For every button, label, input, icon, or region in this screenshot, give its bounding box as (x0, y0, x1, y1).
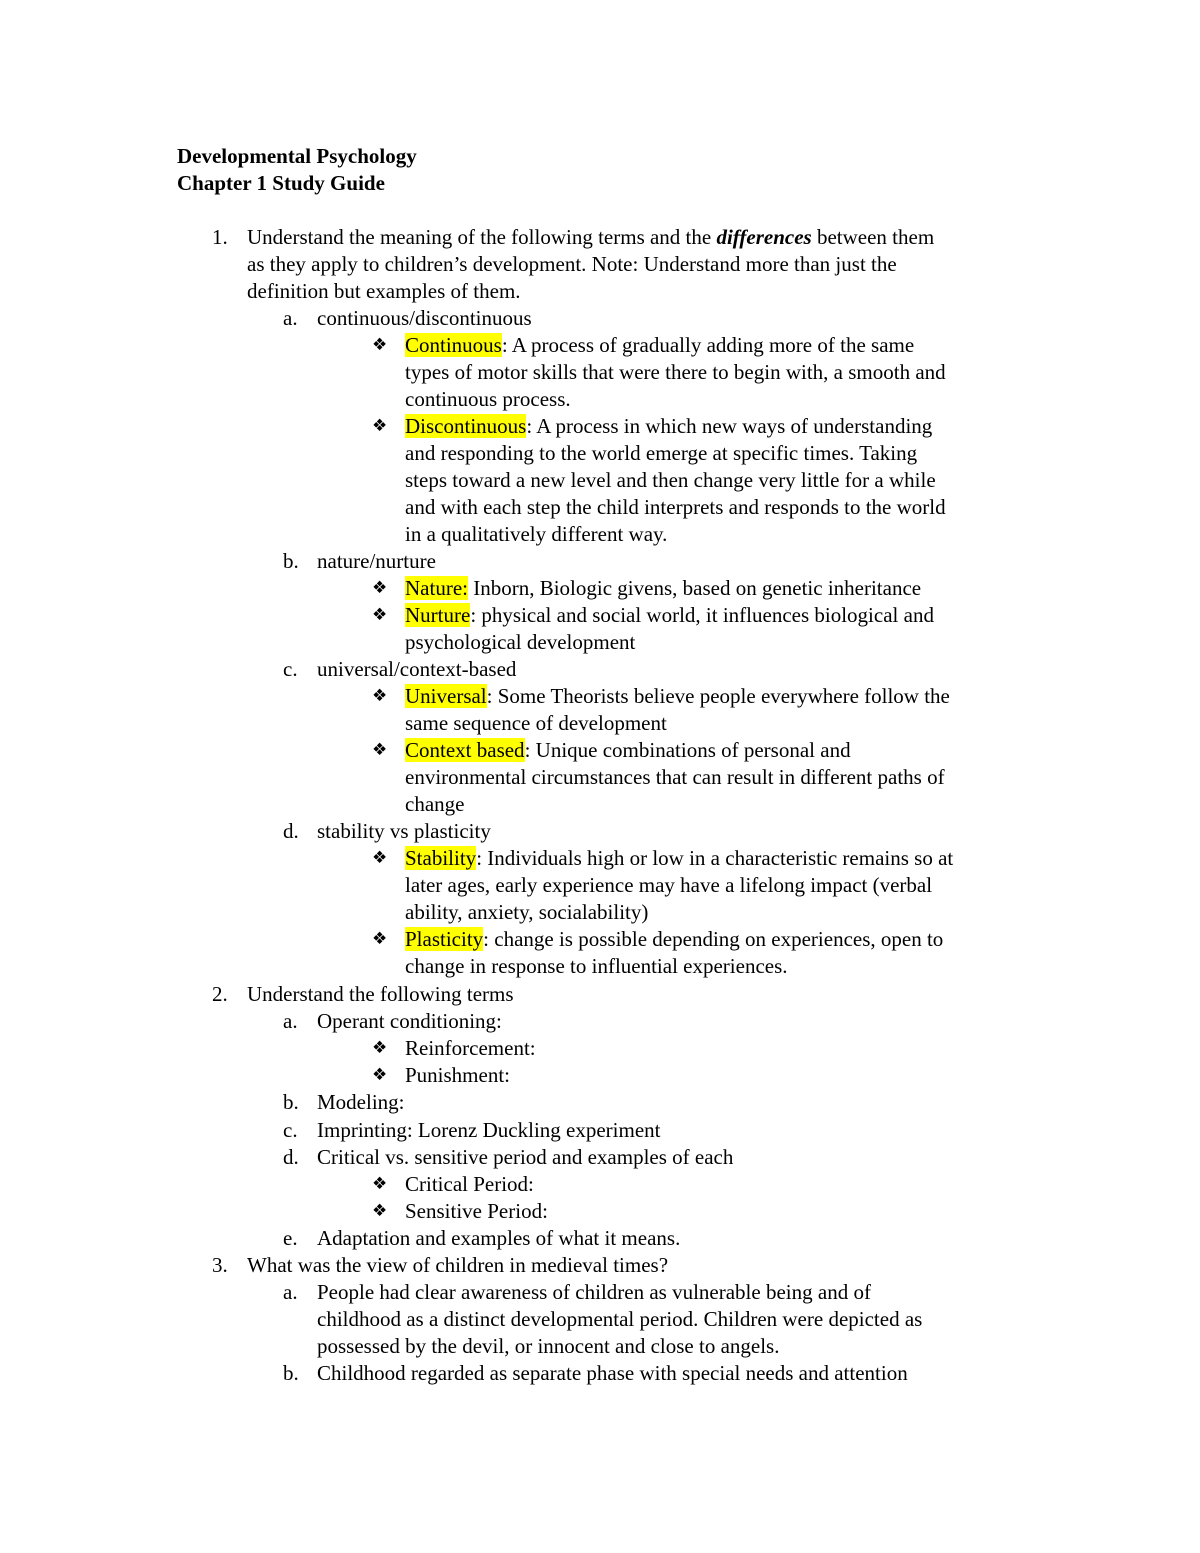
q2a-label: Operant conditioning: (317, 1009, 502, 1033)
q2b-label: Modeling: (317, 1090, 405, 1114)
q1d-letter: d. (283, 819, 299, 843)
highlighted-term: Stability (405, 846, 477, 870)
q1-number: 1. (212, 225, 228, 249)
q1d-label: stability vs plasticity (317, 819, 491, 843)
diamond-bullet-icon: ❖ (372, 1038, 388, 1058)
q2e-letter: e. (283, 1226, 298, 1250)
highlighted-term: Nurture (405, 603, 471, 627)
q1c-letter: c. (283, 657, 298, 681)
definition-text: change in response to influential experiences. (405, 954, 788, 978)
definition-text: ability, anxiety, socialability) (405, 900, 649, 924)
q3a-text-2: childhood as a distinct developmental period. Children were depicted as (317, 1307, 923, 1331)
q2-number: 2. (212, 982, 228, 1006)
q2d-letter: d. (283, 1145, 299, 1169)
q1c-label: universal/context-based (317, 657, 517, 681)
q3b-text: Childhood regarded as separate phase with special needs and attention (317, 1361, 908, 1385)
definition-text: same sequence of development (405, 711, 667, 735)
definition-text: change (405, 792, 465, 816)
diamond-bullet-icon: ❖ (372, 605, 388, 625)
q3-number: 3. (212, 1253, 228, 1277)
definition-text: later ages, early experience may have a lifelong impact (verbal (405, 873, 933, 897)
definition-text: : Individuals high or low in a characteristic remains so at (476, 846, 954, 870)
q1-emphasis: differences (716, 225, 812, 249)
definition-text: continuous process. (405, 387, 571, 411)
highlighted-term: Universal (405, 684, 487, 708)
diamond-bullet-icon: ❖ (372, 335, 388, 355)
definition-text: : A process of gradually adding more of the same (501, 333, 915, 357)
q1-text-end: between them (811, 225, 935, 249)
definition-text: : change is possible depending on experiences, open to (483, 927, 944, 951)
definition-text: types of motor skills that were there to begin with, a smooth and (405, 360, 946, 384)
definition-text: psychological development (405, 630, 636, 654)
document-subtitle: Chapter 1 Study Guide (177, 171, 385, 195)
q3-text: What was the view of children in medieval times? (247, 1253, 669, 1277)
definition-text: Inborn, Biologic givens, based on genetic inheritance (467, 576, 922, 600)
definition-text: steps toward a new level and then change very little for a while (405, 468, 936, 492)
definition-text: and responding to the world emerge at specific times. Taking (405, 441, 918, 465)
definition-text: and with each step the child interprets and responds to the world (405, 495, 946, 519)
highlighted-term: Continuous (405, 333, 502, 357)
q1-text-3: definition but examples of them. (247, 279, 521, 303)
definition-text: environmental circumstances that can result in different paths of (405, 765, 945, 789)
q2c-label: Imprinting: Lorenz Duckling experiment (317, 1118, 661, 1142)
q2-text: Understand the following terms (247, 982, 514, 1006)
diamond-bullet-icon: ❖ (372, 578, 388, 598)
q3a-letter: a. (283, 1280, 298, 1304)
definition-text: : Unique combinations of personal and (524, 738, 851, 762)
term-text: Reinforcement: (405, 1036, 536, 1060)
q2b-letter: b. (283, 1090, 299, 1114)
diamond-bullet-icon: ❖ (372, 740, 388, 760)
diamond-bullet-icon: ❖ (372, 848, 388, 868)
diamond-bullet-icon: ❖ (372, 1201, 388, 1221)
q2d-label: Critical vs. sensitive period and examples of each (317, 1145, 734, 1169)
diamond-bullet-icon: ❖ (372, 1174, 388, 1194)
q3a-text-3: possessed by the devil, or innocent and close to angels. (317, 1334, 780, 1358)
term-text: Critical Period: (405, 1172, 534, 1196)
document-title: Developmental Psychology (177, 144, 417, 168)
diamond-bullet-icon: ❖ (372, 686, 388, 706)
definition-text: : A process in which new ways of understanding (526, 414, 933, 438)
definition-text: : physical and social world, it influences biological and (470, 603, 934, 627)
term-text: Sensitive Period: (405, 1199, 548, 1223)
diamond-bullet-icon: ❖ (372, 929, 388, 949)
q1b-letter: b. (283, 549, 299, 573)
diamond-bullet-icon: ❖ (372, 1065, 388, 1085)
q3b-letter: b. (283, 1361, 299, 1385)
q1-text-2: as they apply to children’s development. Note: Understand more than just the (247, 252, 897, 276)
q3a-text: People had clear awareness of children as vulnerable being and of (317, 1280, 871, 1304)
highlighted-term: Plasticity (405, 927, 484, 951)
highlighted-term: Nature: (405, 576, 468, 600)
diamond-bullet-icon: ❖ (372, 416, 388, 436)
q2a-letter: a. (283, 1009, 298, 1033)
definition-text: in a qualitatively different way. (405, 522, 668, 546)
highlighted-term: Discontinuous (405, 414, 527, 438)
q1a-label: continuous/discontinuous (317, 306, 532, 330)
definition-text: : Some Theorists believe people everywhere follow the (486, 684, 950, 708)
term-text: Punishment: (405, 1063, 511, 1087)
q1a-letter: a. (283, 306, 298, 330)
q2c-letter: c. (283, 1118, 298, 1142)
highlighted-term: Context based (405, 738, 525, 762)
q1-text: Understand the meaning of the following terms and the (247, 225, 717, 249)
q1b-label: nature/nurture (317, 549, 436, 573)
q2e-label: Adaptation and examples of what it means. (317, 1226, 681, 1250)
